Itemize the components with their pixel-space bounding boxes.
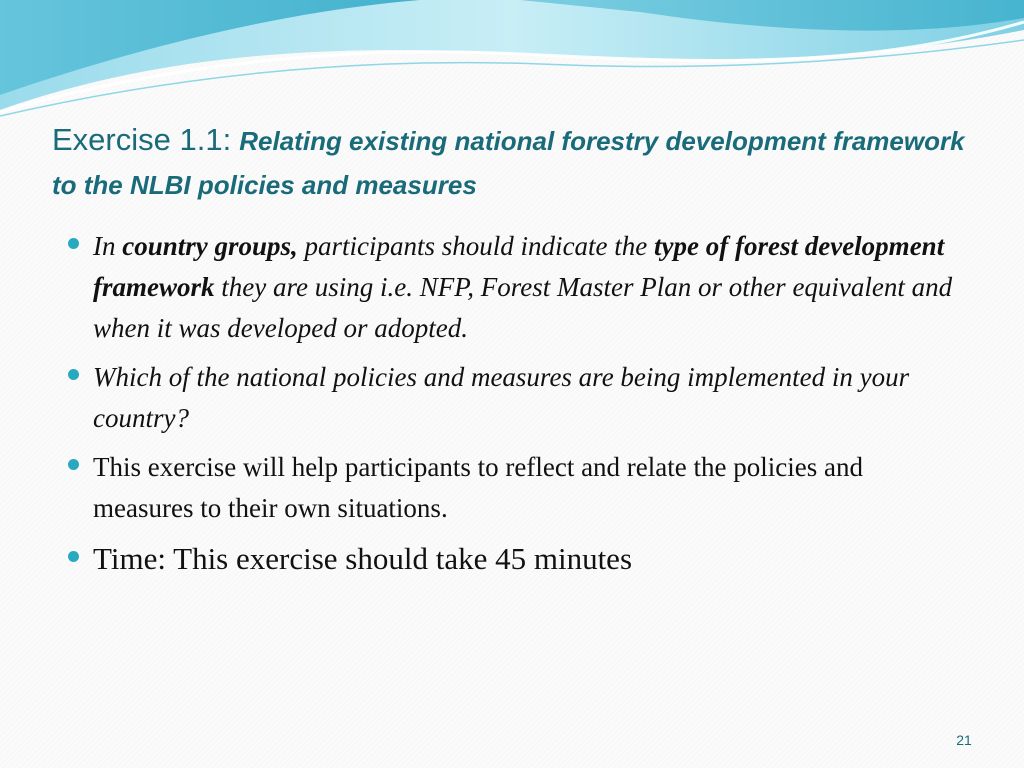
bullet-dot-icon	[68, 459, 79, 470]
title-subtitle: Relating existing national forestry development framework to the NLBI policies and measures	[52, 126, 965, 200]
bullet-item-time	[62, 537, 962, 581]
bullet-text-emphasis: type of forest development framework	[93, 231, 945, 302]
bullet-item-policies-question	[62, 357, 962, 439]
slide-title	[52, 118, 992, 207]
bullet-text-part: participants should indicate the	[297, 231, 655, 261]
bullet-text: Which of the national policies and measures are being implemented in your country?	[93, 362, 910, 433]
page-number: 21	[956, 732, 972, 748]
bullet-text-emphasis: country groups,	[122, 231, 298, 261]
bullet-dot-icon	[68, 238, 79, 249]
bullet-list	[62, 226, 962, 589]
bullet-text-part: In	[93, 231, 123, 261]
bullet-dot-icon	[68, 551, 79, 562]
bullet-dot-icon	[68, 369, 79, 380]
bullet-text-part: they are using i.e. NFP, Forest Master Plan or other equivalent and when it was developed or adopted.	[93, 272, 953, 343]
bullet-text: This exercise will help participants to reflect and relate the policies and measures to their own situations.	[93, 452, 863, 523]
bullet-item-exercise-purpose	[62, 447, 962, 529]
bullet-item-country-groups	[62, 226, 962, 349]
bullet-text: Time: This exercise should take 45 minutes	[93, 541, 633, 576]
header-wave-decoration	[0, 0, 1024, 120]
title-lead: Exercise 1.1:	[52, 122, 232, 157]
